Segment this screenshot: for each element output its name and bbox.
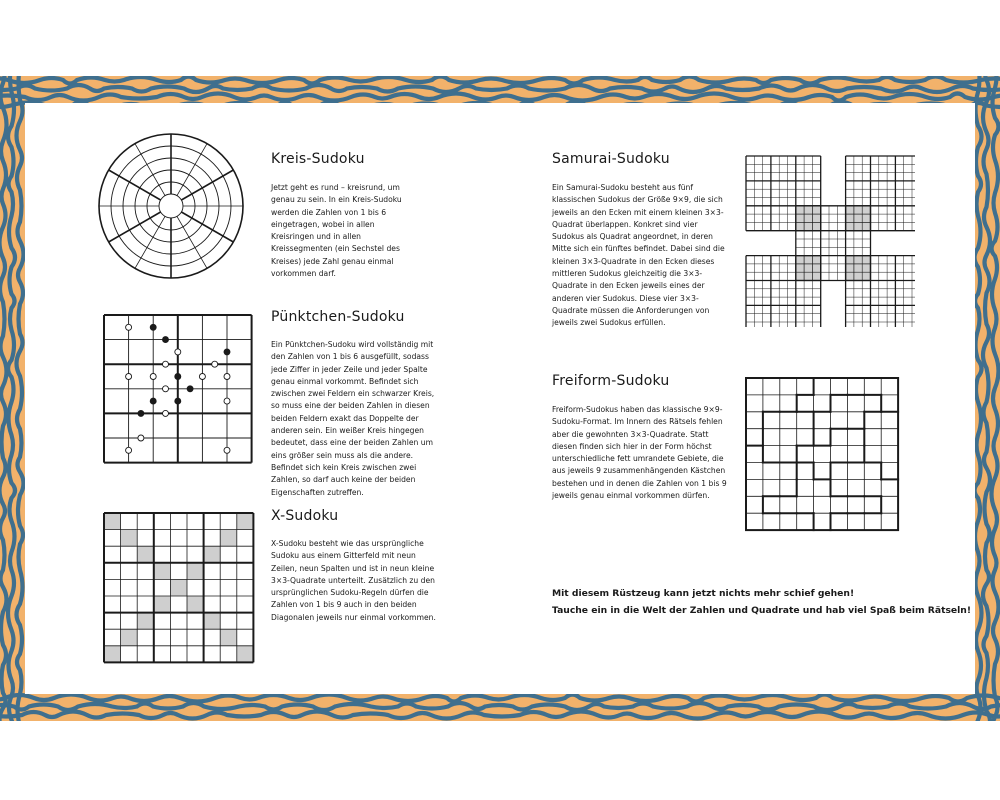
samurai-sudoku-diagram [745, 155, 915, 327]
freeform-sudoku-diagram [745, 377, 905, 532]
overlap-square [796, 256, 821, 281]
dot-sudoku-grid [104, 315, 252, 463]
overlap-square [846, 256, 871, 281]
kreis-sudoku-text: Jetzt geht es rund – kreisrund, um genau zu sein. In ein Kreis-Sudoku werden die Zahlen von 1 bis 6 eingetragen, wobei in allen Kreisringen und in allen Kreissegmenten (ein Sechstel des Kreises) jede Zahl genau einmal vorkommen darf. [271, 183, 402, 279]
white-dot [126, 374, 132, 380]
white-dot [126, 447, 132, 453]
white-dot [163, 361, 169, 367]
white-dot [163, 386, 169, 392]
circle-grid [99, 134, 243, 278]
punkt-sudoku-title: Pünktchen-Sudoku [271, 309, 405, 325]
diagonal-cell [220, 530, 237, 547]
white-dot [224, 447, 230, 453]
diagonal-cell [154, 563, 171, 580]
overlap-square [796, 206, 821, 231]
diagonal-cell [204, 546, 221, 563]
white-dot [138, 435, 144, 441]
freiform-sudoku-text: Freiform-Sudokus haben das klassische 9×9-Sudoku-Format. Im Innern des Rätsels fehlen aber die gewohnten 3×3-Quadrate. Statt diesen finden sich hier in der Form höchst unterschiedliche fett umrandete Gebiete, die aus jeweils 9 zusammenhängenden Kästchen bestehen und in denen die Zahlen von 1 bis 9 jeweils genau einmal vorkommen dürfen. [552, 405, 727, 501]
white-dot [163, 410, 169, 416]
freeform-region-borders [746, 378, 898, 530]
white-dot [126, 324, 132, 330]
black-dot [187, 386, 193, 392]
diagonal-cell [237, 513, 254, 530]
diagonal-cell [187, 563, 204, 580]
freeform-thin-grid [746, 378, 898, 530]
white-dot [212, 361, 218, 367]
overlap-square [846, 206, 871, 231]
closing-message [552, 585, 971, 619]
x-sudoku-text: X-Sudoku besteht wie das ursprüngliche Sudoku aus einem Gitterfeld mit neun Zeilen, neun Spalten und ist in neun kleine 3×3-Quadrate unterteilt. Zusätzlich zu den ursprünglichen Sudoku-Regeln dürfen die Zahlen von 1 bis 9 auch in den beiden Diagonalen jeweils nur einmal vorkommen. [271, 539, 436, 622]
white-dot [224, 374, 230, 380]
diagonal-cell [237, 646, 254, 663]
closing-line-1: Mit diesem Rüstzeug kann jetzt nichts mehr schief gehen! [552, 588, 855, 599]
diagonal-cell [137, 546, 154, 563]
diagonal-cell [121, 530, 138, 547]
black-dot [175, 398, 181, 404]
black-dot [224, 349, 230, 355]
diagonal-cell [170, 579, 187, 596]
outer-border [746, 378, 898, 530]
black-dot [150, 398, 156, 404]
diagonal-cell [137, 613, 154, 630]
diagonal-cell [220, 629, 237, 646]
x-sudoku-diagram [103, 512, 255, 664]
diagonal-cell [121, 629, 138, 646]
black-dot [138, 410, 144, 416]
diagonal-cell [104, 513, 121, 530]
diagonal-cell [104, 646, 121, 663]
white-dot [150, 374, 156, 380]
white-dot [175, 349, 181, 355]
closing-line-2: Tauche ein in die Welt der Zahlen und Quadrate und hab viel Spaß beim Rätseln! [552, 605, 972, 616]
dot-sudoku-diagram [103, 314, 253, 464]
punkt-sudoku-text: Ein Pünktchen-Sudoku wird vollständig mit den Zahlen von 1 bis 6 ausgefüllt, sodass jede Ziffer in jeder Zeile und jeder Spalte genau einmal vorkommt. Befindet sich zwischen zwei Feldern ein schwarzer Kreis, so muss eine der beiden Zahlen in diesen beiden Feldern exakt das Doppelte der anderen sein. Ein weißer Kreis hingegen bedeutet, dass eine der beiden Zahlen um eins größer sein muss als die andere. Befindet sich kein Kreis zwischen zwei Zahlen, so darf auch keine der beiden Eigenschaften zutreffen. [271, 340, 435, 497]
black-dot [163, 337, 169, 343]
black-dot [150, 324, 156, 330]
diagonal-cell [154, 596, 171, 613]
white-dot [224, 398, 230, 404]
freiform-sudoku-title: Freiform-Sudoku [552, 373, 670, 389]
x-sudoku-title: X-Sudoku [271, 508, 339, 524]
diagonal-cell [187, 596, 204, 613]
circle-sudoku-diagram [98, 133, 244, 279]
black-dot [175, 374, 181, 380]
diagonal-cell [204, 613, 221, 630]
samurai-sudoku-text: Ein Samurai-Sudoku besteht aus fünf klassischen Sudokus der Größe 9×9, die sich jeweils an den Ecken mit einem kleinen 3×3-Quadrat überlappen. Konkret sind vier Sudokus als Quadrat angeordnet, in deren Mitte sich ein fünftes befindet. Dabei sind die kleinen 3×3-Quadrate in den Ecken dieses mittleren Sudokus gleichzeitig die 3×3-Quadrate in den Ecken jeweils eines der anderen vier Sudokus. Diese vier 3×3-Quadrate müssen die Anforderungen von jeweils zwei Sudokus erfüllen. [552, 183, 725, 328]
samurai-sudoku-title: Samurai-Sudoku [552, 151, 670, 167]
kreis-sudoku-title: Kreis-Sudoku [271, 151, 365, 167]
circle-ring [159, 194, 183, 218]
white-dot [199, 374, 205, 380]
